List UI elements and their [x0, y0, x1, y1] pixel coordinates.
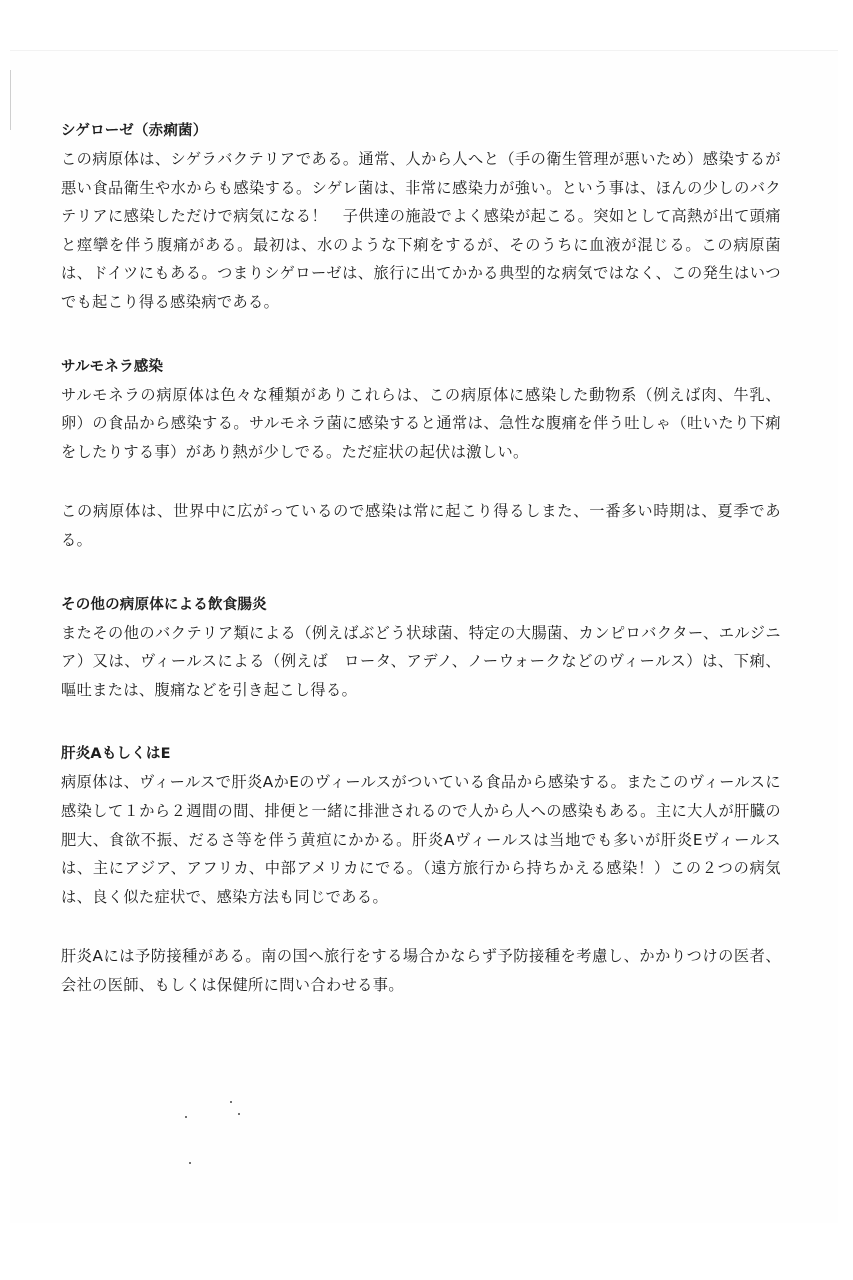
- section-paragraph: サルモネラの病原体は色々な種類がありこれらは、この病原体に感染した動物系（例えば肉、牛乳、卵）の食品から感染する。サルモネラ菌に感染すると通常は、急性な腹痛を伴う吐しゃ（吐いたり下痢をしたりする事）があり熱が少しでる。ただ症状の起伏は激しい。: [61, 385, 781, 461]
- section-shigellosis: [61, 117, 781, 317]
- scan-speck: [189, 1162, 191, 1164]
- document-body: [61, 117, 781, 999]
- section-paragraph: 肝炎Aには予防接種がある。南の国へ旅行をする場合かならず予防接種を考慮し、かかりつけの医者、会社の医師、もしくは保健所に問い合わせる事。: [61, 947, 781, 994]
- section-paragraph: 病原体は、ヴィールスで肝炎AかEのヴィールスがついている食品から感染する。またこのヴィールスに感染して１から２週間の間、排便と一緒に排泄されるので人から人への感染もある。主に大人が肝臓の肥大、食欲不振、だるさ等を伴う黄疸にかかる。肝炎Aヴィールスは当地でも多いが肝炎Eヴィールスは、主にアジア、アフリカ、中部アメリカにでる。（遠方旅行から持ちかえる感染！）この２つの病気は、良く似た症状で、感染方法も同じである。: [61, 773, 781, 906]
- section-paragraph: この病原体は、世界中に広がっているので感染は常に起こり得るしまた、一番多い時期は、夏季である。: [61, 502, 781, 549]
- section-other-pathogens: [61, 591, 781, 705]
- section-paragraph: この病原体は、シゲラバクテリアである。通常、人から人へと（手の衛生管理が悪いため）感染するが悪い食品衛生や水からも感染する。シゲレ菌は、非常に感染力が強い。という事は、ほんの少しのバクテリアに感染しただけで病気になる！ 子供達の施設でよく感染が起こる。突如として高熱が出て頭痛と痙攣を伴う腹痛がある。最初は、水のような下痢をするが、そのうちに血液が混じる。この病原菌は、ドイツにもある。つまりシゲローゼは、旅行に出てかかる典型的な病気ではなく、この発生はいつでも起こり得る感染病である。: [61, 150, 781, 311]
- section-heading: サルモネラ感染: [61, 358, 164, 375]
- section-salmonella: [61, 353, 781, 555]
- section-heading: シゲローゼ（赤痢菌）: [61, 123, 208, 139]
- scan-top-margin: [0, 0, 853, 50]
- paper-edge-mark: [10, 70, 11, 130]
- section-hepatitis: [61, 740, 781, 999]
- section-heading: その他の病原体による飲食腸炎: [61, 596, 267, 613]
- scan-speck: [230, 1101, 232, 1103]
- section-paragraph: またその他のバクテリア類による（例えばぶどう状球菌、特定の大腸菌、カンピロバクター、エルジニア）又は、ヴィールスによる（例えば ロータ、アデノ、ノーウォークなどのヴィールス）は、下痢、嘔吐または、腹痛などを引き起こし得る。: [61, 623, 781, 699]
- scan-speck: [238, 1113, 240, 1115]
- section-heading: 肝炎AもしくはE: [61, 746, 171, 763]
- scan-speck: [185, 1116, 187, 1118]
